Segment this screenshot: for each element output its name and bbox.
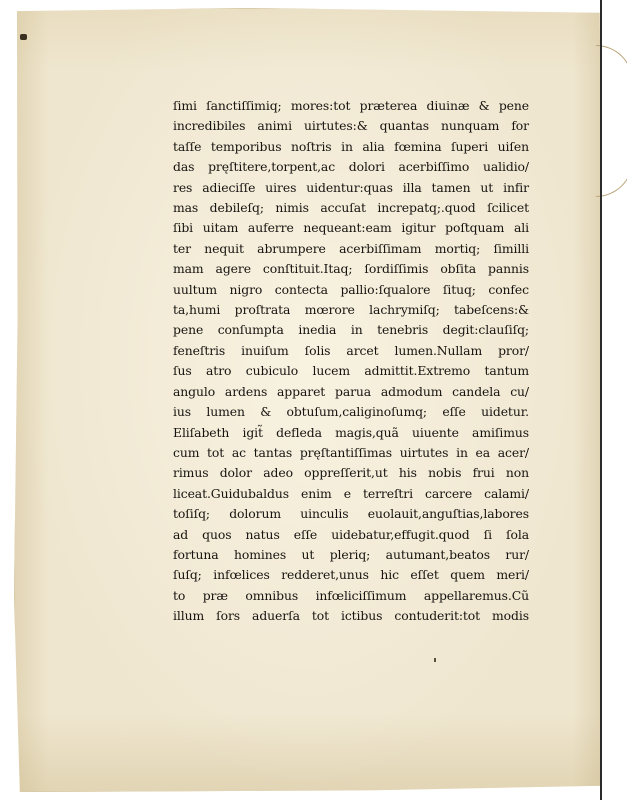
text-line: ad quos natus eſſe uidebatur,effugit.quod ſi ſola (173, 526, 529, 542)
text-line: fortuna homines ut pleriq; autumant,beatos rur/ (173, 546, 529, 562)
text-line: ta,humi proſtrata mœrore lachrymiſq; tabeſcens:& (173, 302, 529, 318)
page-edge-line (600, 0, 602, 800)
text-line: cum tot ac tantas pręſtantiſſimas uirtutes in ea acer/ (173, 444, 529, 460)
text-line: rimus dolor adeo oppreſſerit,ut his nobis frui non (173, 465, 529, 481)
text-line: feneſtris inuiſum ſolis arcet lumen.Nullam pror/ (173, 342, 529, 358)
body-text (173, 96, 529, 627)
text-line: ſimi ſanctiſſimiq; mores:tot præterea diuinæ & pene (173, 98, 529, 113)
text-line: ter nequit abrumpere acerbiſſimam mortiq; ſimilli (173, 240, 529, 256)
corner-ink-mark (20, 34, 27, 40)
text-line: ſibi uitam auferre nequeant:eam igitur poſtquam ali (173, 220, 529, 236)
text-line: mam agere conſtituit.Itaq; ſordiſſimis obſita pannis (173, 261, 529, 277)
text-line: Eliſabeth igit̃ defleda magis,quã uiuente amiſimus (173, 424, 529, 440)
text-line: taſſe temporibus noſtris in alia fœmina ſuperi uiſen (173, 138, 529, 154)
text-line: toſiſq; dolorum uinculis euolauit,anguſtias,labores (173, 506, 529, 522)
ink-speck (434, 658, 436, 662)
text-line: mas debileſq; nimis accuſat increpatq;.quod ſcilicet (173, 200, 529, 216)
text-line: uultum nigro contecta pallio:ſqualore ſituq; confec (173, 281, 529, 297)
text-line: illum ſors aduerſa tot ictibus contuderit:tot modis (173, 608, 529, 624)
text-line: ius lumen & obtuſum,caliginoſumq; eſſe uidetur. (173, 404, 529, 420)
text-line: liceat.Guidubaldus enim e terreſtri carcere calami/ (173, 485, 529, 501)
text-line: angulo ardens apparet parua admodum candela cu/ (173, 383, 529, 399)
text-line: ſuſq; infœlices redderet,unus hic eſſet quem meri/ (173, 567, 529, 583)
text-line: to præ omnibus infœliciſſimum appellaremus.Cũ (173, 587, 529, 603)
text-line: res adieciſſe uires uidentur:quas illa tamen ut infir (173, 179, 529, 195)
text-line: incredibiles animi uirtutes:& quantas nunquam for (173, 118, 529, 134)
text-line: ſus atro cubiculo lucem admittit.Extremo tantum (173, 363, 529, 379)
text-line: das pręſtitere,torpent,ac dolori acerbiſſimo ualidio/ (173, 159, 529, 175)
text-line: pene conſumpta inedia in tenebris degit:clauſiſq; (173, 322, 529, 338)
